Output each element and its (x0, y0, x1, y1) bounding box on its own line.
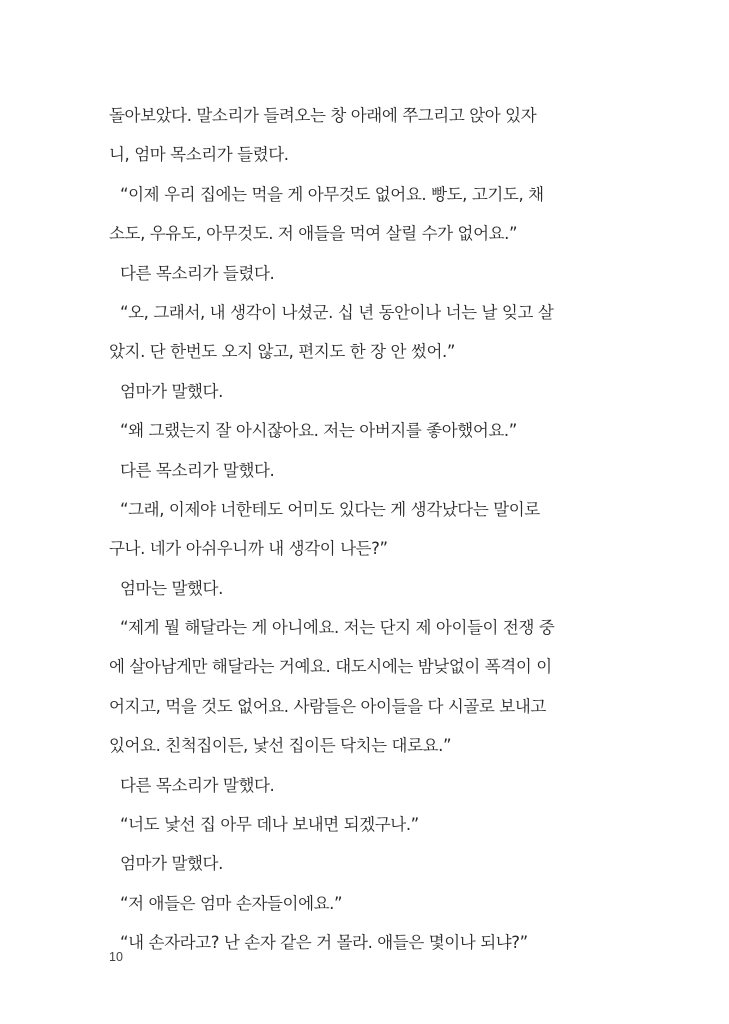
text-line: “제게 뭘 해달라는 게 아니에요. 저는 단지 제 아이들이 전쟁 중 (120, 618, 555, 638)
text-line: 다른 목소리가 들렸다. (120, 263, 275, 283)
text-line: 니, 엄마 목소리가 들렸다. (109, 145, 289, 165)
body-text (109, 96, 619, 963)
text-line: 돌아보았다. 말소리가 들려오는 창 아래에 쭈그리고 앉아 있자 (109, 106, 537, 125)
text-line: 엄마가 말했다. (120, 381, 223, 401)
text-line: “너도 낯선 집 아무 데나 보내면 되겠구나.” (120, 815, 419, 835)
text-line: “저 애들은 엄마 손자들이에요.” (120, 893, 343, 913)
text-line: 에 살아남게만 해달라는 거예요. 대도시에는 밤낮없이 폭격이 이 (109, 657, 552, 677)
text-line: 구나. 네가 아쉬우니까 내 생각이 나든?” (109, 539, 388, 559)
text-line: “왜 그랬는지 잘 아시잖아요. 저는 아버지를 좋아했어요.” (120, 421, 517, 441)
text-line: 았지. 단 한번도 오지 않고, 편지도 한 장 안 썼어.” (109, 342, 455, 362)
text-line: 어지고, 먹을 것도 없어요. 사람들은 아이들을 다 시골로 보내고 (109, 696, 546, 716)
text-line: 소도, 우유도, 아무것도. 저 애들을 먹여 살릴 수가 없어요.” (109, 224, 518, 244)
text-line: “이제 우리 집에는 먹을 게 아무것도 없어요. 빵도, 고기도, 채 (120, 184, 544, 204)
page-number: 10 (109, 950, 123, 964)
text-line: 다른 목소리가 말했다. (120, 775, 275, 795)
text-line: 엄마가 말했다. (120, 854, 223, 874)
text-line: “내 손자라고? 난 손자 같은 거 몰라. 애들은 몇이나 되냐?” (120, 933, 528, 953)
text-line: 엄마는 말했다. (120, 578, 223, 598)
text-line: “그래, 이제야 너한테도 어미도 있다는 게 생각났다는 말이로 (120, 499, 540, 519)
text-line: 있어요. 친척집이든, 낯선 집이든 닥치는 대로요.” (109, 736, 452, 756)
text-line: 다른 목소리가 말했다. (120, 460, 275, 480)
text-line: “오, 그래서, 내 생각이 나셨군. 십 년 동안이나 너는 날 잊고 살 (120, 302, 554, 322)
